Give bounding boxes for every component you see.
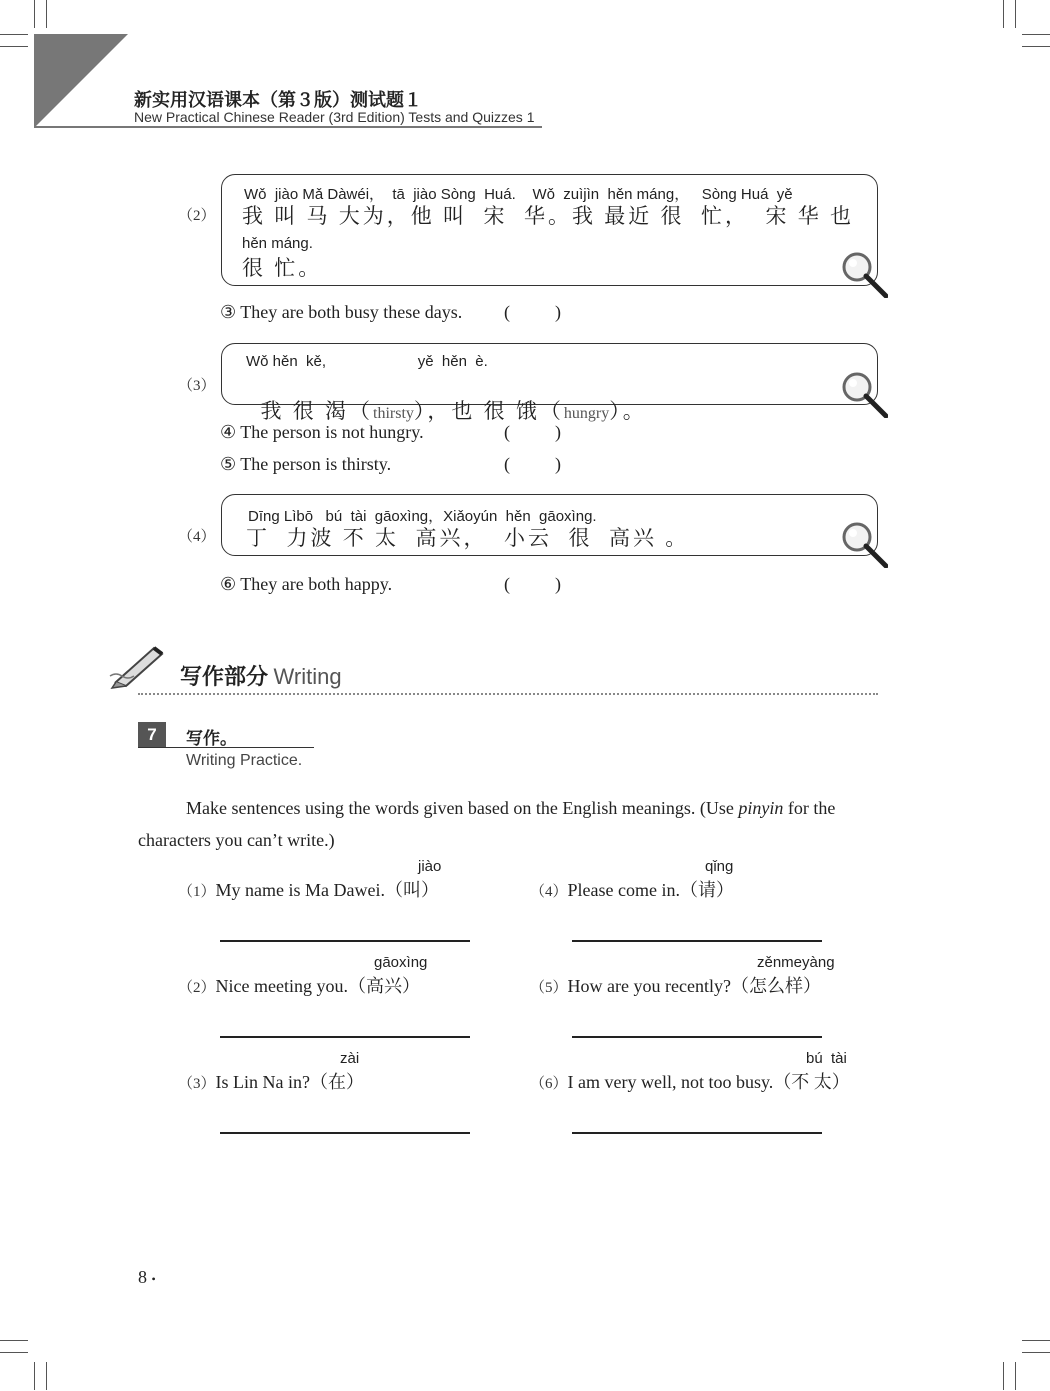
- word-pinyin: zěnmeyàng: [757, 954, 835, 971]
- statement: ④ The person is not hungry.: [220, 422, 424, 442]
- dialogue-chinese: 丁 力波 不 太 高兴， 小云 很 高兴 。: [246, 526, 690, 550]
- answer-line[interactable]: [220, 940, 470, 942]
- section-title: [180, 660, 342, 691]
- crop-mark: [0, 1352, 28, 1353]
- item-text: Nice meeting you.: [215, 976, 348, 996]
- item-word: （在）: [310, 1072, 364, 1092]
- dialogue-text: ）。: [609, 399, 647, 423]
- crop-mark: [46, 0, 47, 28]
- item-text: I am very well, not too busy.: [567, 1072, 774, 1092]
- statement: ⑥ They are both happy.: [220, 574, 393, 594]
- item-number: （2）: [178, 980, 216, 996]
- dialogue-pinyin: hěn máng.: [242, 235, 313, 252]
- crop-mark: [1003, 1362, 1004, 1390]
- dialogue-chinese: 很 忙。: [242, 256, 323, 280]
- gloss: hungry: [563, 405, 610, 422]
- crop-mark: [0, 46, 28, 47]
- crop-mark: [1015, 1362, 1016, 1390]
- dialogue-number: （4）: [178, 529, 216, 545]
- answer-line[interactable]: [572, 1132, 822, 1134]
- crop-mark: [0, 34, 28, 35]
- writing-item: [530, 972, 821, 998]
- question-number-badge: 7: [138, 722, 166, 748]
- dialogue-pinyin: Wǒ jiào Mǎ Dàwéi， tā jiào Sòng Huá. Wǒ zuìjìn hěn máng， Sòng Huá yě: [244, 186, 793, 203]
- instruction-emphasis: pinyin: [738, 798, 784, 818]
- crop-mark: [1022, 34, 1050, 35]
- item-number: （6）: [530, 1076, 568, 1092]
- header-rule: [34, 126, 542, 128]
- item-word: （怎么样）: [730, 976, 821, 996]
- crop-mark: [1022, 46, 1050, 47]
- dialogue-text: 我 很 渴（: [260, 399, 373, 423]
- page-number-dot: •: [151, 1272, 156, 1286]
- answer-paren[interactable]: ( ): [504, 422, 561, 442]
- dialogue-text: ），也 很 饿（: [413, 399, 564, 423]
- crop-mark: [1022, 1352, 1050, 1353]
- section-divider: [138, 693, 878, 695]
- header-title-en: New Practical Chinese Reader (3rd Edition) Tests and Quizzes 1: [134, 109, 535, 125]
- item-word: （叫）: [384, 880, 439, 900]
- dialogue-chinese: [244, 370, 647, 425]
- writing-item: [178, 1068, 364, 1094]
- crop-mark: [46, 1362, 47, 1390]
- page-number-value: 8: [138, 1267, 147, 1287]
- instruction-text: [138, 792, 878, 856]
- crop-mark: [34, 1362, 35, 1390]
- item-number: （5）: [530, 980, 568, 996]
- word-pinyin: gāoxìng: [374, 954, 428, 971]
- question-title-cn: 写作。: [186, 729, 237, 748]
- writing-item: [178, 972, 420, 998]
- statement: ③ They are both busy these days.: [220, 302, 463, 322]
- dialogue-number: （3）: [178, 378, 216, 394]
- word-pinyin: zài: [340, 1050, 360, 1067]
- answer-line[interactable]: [220, 1036, 470, 1038]
- crop-mark: [1003, 0, 1004, 28]
- item-text: My name is Ma Dawei.: [215, 880, 385, 900]
- instruction-part: for the characters you can’t write.): [138, 798, 836, 850]
- writing-item: [530, 1068, 850, 1094]
- item-word: （请）: [679, 880, 734, 900]
- answer-paren[interactable]: ( ): [504, 454, 561, 474]
- dialogue-pinyin: Wǒ hěn kě, yě hěn è.: [246, 353, 488, 370]
- section-title-cn: 写作部分: [180, 664, 269, 689]
- dialogue-chinese: 我 叫 马 大为，他 叫 宋 华。我 最近 很 忙， 宋 华 也: [242, 204, 854, 228]
- answer-line[interactable]: [572, 1036, 822, 1038]
- gloss: thirsty: [373, 405, 414, 422]
- word-pinyin: qǐng: [705, 858, 734, 875]
- instruction-part: Make sentences using the words given based on the English meanings. (Use: [186, 798, 739, 818]
- crop-mark: [1015, 0, 1016, 28]
- item-text: How are you recently?: [567, 976, 731, 996]
- crop-mark: [34, 0, 35, 28]
- item-word: （不 太）: [773, 1072, 850, 1092]
- writing-item: [530, 876, 734, 902]
- magnifier-icon: [840, 370, 888, 418]
- header-triangle: [34, 34, 128, 128]
- crop-mark: [1022, 1340, 1050, 1341]
- page-number: [138, 1267, 156, 1288]
- question-title-en: Writing Practice.: [186, 752, 303, 769]
- section-title-en: Writing: [273, 664, 342, 689]
- dialogue-number: （2）: [178, 208, 216, 224]
- item-text: Please come in.: [567, 880, 680, 900]
- answer-paren[interactable]: ( ): [504, 302, 561, 322]
- item-text: Is Lin Na in?: [215, 1072, 310, 1092]
- item-number: （1）: [178, 884, 216, 900]
- answer-line[interactable]: [220, 1132, 470, 1134]
- header-title-cn: 新实用汉语课本（第３版）测试题１: [134, 90, 422, 110]
- pen-icon: [108, 642, 168, 690]
- crop-mark: [0, 1340, 28, 1341]
- word-pinyin: bú tài: [806, 1050, 847, 1067]
- writing-item: [178, 876, 439, 902]
- magnifier-icon: [840, 520, 888, 568]
- magnifier-icon: [840, 250, 888, 298]
- item-word: （高兴）: [347, 976, 420, 996]
- answer-line[interactable]: [572, 940, 822, 942]
- item-number: （4）: [530, 884, 568, 900]
- answer-paren[interactable]: ( ): [504, 574, 561, 594]
- item-number: （3）: [178, 1076, 216, 1092]
- statement: ⑤ The person is thirsty.: [220, 454, 392, 474]
- word-pinyin: jiào: [418, 858, 442, 875]
- dialogue-pinyin: Dīng Lìbō bú tài gāoxìng，Xiǎoyún hěn gāoxìng.: [248, 508, 597, 525]
